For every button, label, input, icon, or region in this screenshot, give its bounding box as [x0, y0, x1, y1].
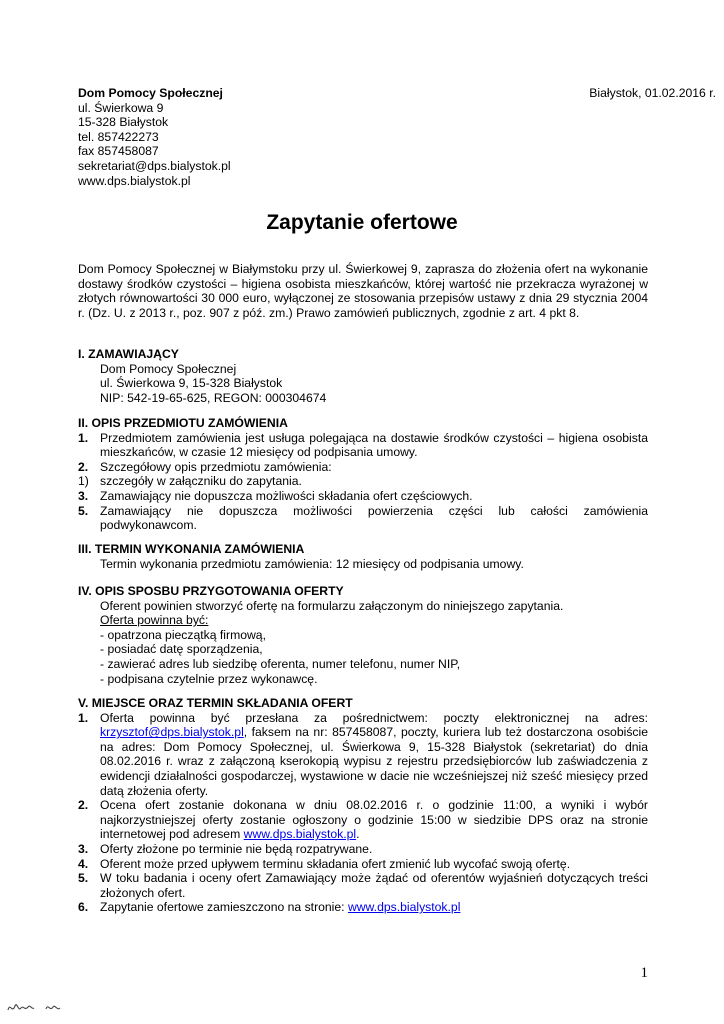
list-item: 2. Ocena ofert zostanie dokonana w dniu 08.02.2016 r. o godzinie 11:00, a wyniki i wybór najkorzystniejszej oferty zostanie ogłoszony o godzinie 15:00 w siedzibie DPS oraz na stronie internetowej pod adresem www.dps.bialystok.pl. [78, 798, 648, 842]
list-item: 6. Zapytanie ofertowe zamieszczono na stronie: www.dps.bialystok.pl [78, 900, 461, 915]
requirement-item: - posiadać datę sporządzenia, [100, 642, 263, 657]
intro-paragraph: Dom Pomocy Społecznej w Białymstoku przy ul. Świerkowej 9, zaprasza do złożenia ofert na wykonanie dostawy środków czystości – higiena osobista mieszkańców, której wartość nie przekracza wyrażonej w złotych równowartości 30 000 euro, wyłączonej ze stosowania przepisów ustawy z dnia 29 stycznia 2004 r. (Dz. U. z 2013 r., poz. 907 z póź. zm.) Prawo zamówień publicznych, zgodnie z art. 4 pkt 8. [78, 262, 648, 320]
orderer-address: ul. Świerkowa 9, 15-328 Białystok [100, 376, 283, 391]
offer-form-text: Oferent powinien stworzyć ofertę na formularzu załączonym do niniejszego zapytania. [100, 598, 564, 613]
email-link[interactable]: krzysztof@dps.bialystok.pl [100, 725, 244, 740]
section-description [78, 416, 648, 533]
street: ul. Świerkowa 9 [78, 100, 164, 115]
section-offer-preparation [78, 584, 648, 686]
list-item: 1. Oferta powinna być przesłana za pośrednictwem: poczty elektronicznej na adres: krzysztof@dps.bialystok.pl, faksem na nr: 857458087, poczty, kuriera lub też dostarczona osobiście na adres: Dom Pomocy Społecznej, ul. Świerkowa 9, 15-328 Białystok (sekretariat) do dnia 08.02.2016 r. wraz z załączoną kserokopią wypisu z rejestru przedsiębiorców lub zaświadczenia z ewidencji działalności gospodarczej, wystawione w dacie nie wcześniejszej niż sześć miesięcy przed datą złożenia oferty. [78, 710, 648, 798]
deadline-text: Termin wykonania przedmiotu zamówienia: 12 miesięcy od podpisania umowy. [100, 556, 524, 571]
website-link[interactable]: www.dps.bialystok.pl [243, 827, 357, 842]
list-item: 4. Oferent może przed upływem terminu składania ofert zmienić lub wycofać swoją ofertę. [78, 856, 571, 871]
requirement-item: - zawierać adres lub siedzibę oferenta, numer telefonu, numer NIP, [100, 656, 461, 671]
section-heading: V. MIEJSCE ORAZ TERMIN SKŁADANIA OFERT [78, 696, 353, 710]
fax: fax 857458087 [78, 144, 159, 159]
list-item: 5. Zamawiający nie dopuszcza możliwości powierzenia części lub całości zamówienia podwykonawcom. [78, 503, 648, 533]
list-item: 2. Szczegółowy opis przedmiotu zamówienia: [78, 459, 332, 474]
website: www.dps.bialystok.pl [78, 173, 191, 188]
requirement-item: - podpisana czytelnie przez wykonawcę. [100, 671, 318, 686]
section-deadline [78, 542, 648, 571]
requirement-item: - opatrzona pieczątką firmową, [100, 627, 266, 642]
document-title: Zapytanie ofertowe [266, 211, 458, 234]
section-heading: I. ZAMAWIAJĄCY [78, 347, 179, 361]
org-name: Dom Pomocy Społecznej [78, 86, 223, 100]
document-date: Białystok, 01.02.2016 r. [589, 86, 716, 100]
email: sekretariat@dps.bialystok.pl [78, 158, 231, 173]
section-submission [78, 696, 648, 915]
list-item: 1. Przedmiotem zamówienia jest usługa polegająca na dostawie środków czystości – higiena osobista mieszkańców, w czasie 12 miesięcy od podpisania umowy. [78, 430, 648, 460]
page-number: 1 [640, 965, 648, 981]
phone: tel. 857422273 [78, 129, 159, 144]
list-item: 3. Oferty złożone po terminie nie będą rozpatrywane. [78, 841, 373, 856]
website-link[interactable]: www.dps.bialystok.pl [347, 900, 461, 915]
list-item: 5. W toku badania i oceny ofert Zamawiający może żądać od oferentów wyjaśnień dotyczących treści złożonych ofert. [78, 871, 648, 900]
handwritten-initials [6, 996, 86, 1018]
letterhead [78, 86, 716, 188]
section-heading: III. TERMIN WYKONANIA ZAMÓWIENIA [78, 542, 305, 556]
list-item: 3. Zamawiający nie dopuszcza możliwości składania ofert częściowych. [78, 488, 473, 503]
section-heading: IV. OPIS SPOSBU PRZYGOTOWANIA OFERTY [78, 584, 344, 598]
offer-requirements-heading: Oferta powinna być: [100, 613, 209, 628]
orderer-name: Dom Pomocy Społecznej [100, 361, 237, 376]
city: 15-328 Białystok [78, 115, 169, 130]
list-item: 1) szczegóły w załączniku do zapytania. [78, 474, 302, 489]
section-orderer [78, 347, 648, 405]
orderer-ids: NIP: 542-19-65-625, REGON: 000304674 [100, 390, 327, 405]
section-heading: II. OPIS PRZEDMIOTU ZAMÓWIENIA [78, 416, 288, 430]
